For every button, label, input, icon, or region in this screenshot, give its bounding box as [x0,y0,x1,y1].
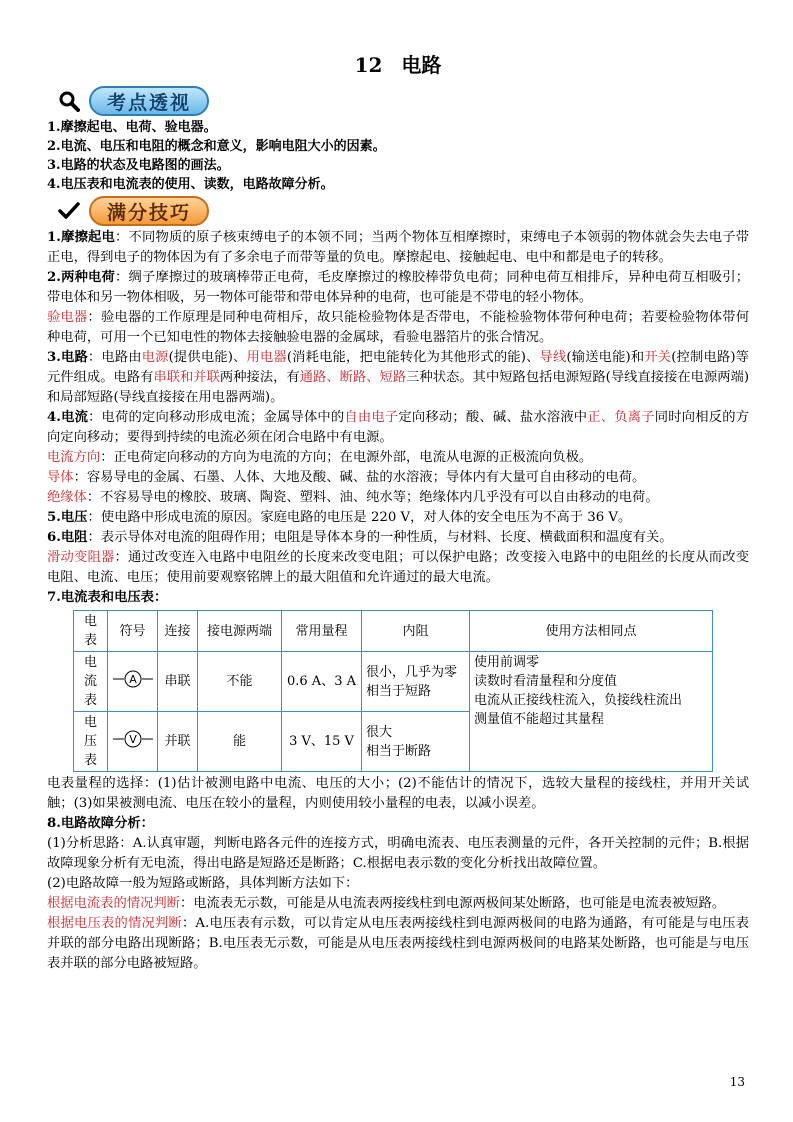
page [47,50,749,974]
table-header: 连接 [158,611,198,652]
meter-connect: 并联 [158,712,198,772]
kaodian-item: 4.电压表和电流表的使用、读数，电路故障分析。 [47,177,334,192]
resist-line: 相当于短路 [366,683,432,699]
para-head: 滑动变阻器 [47,550,115,565]
usage-line: 测量值不能超过其量程 [474,712,605,727]
para-meters-title [47,588,749,608]
para-electroscope [47,308,749,348]
highlight-term: 开关 [644,350,672,365]
table-header-row [74,611,713,652]
text-run: 同时向相反的方向定向移动；要得到持续的电流必须在闭合电路中有电源。 [47,410,750,445]
table-header: 电表 [74,611,108,652]
highlight-term: 正、负离子 [587,410,655,425]
para-body: ：正电荷定向移动的方向为电流的方向；在电源外部，电流从电源的正极流向负极。 [100,450,593,465]
meter-resistance [362,712,470,772]
usage-line: 电流从正接线柱流入，负接线柱流出 [474,693,683,708]
voltmeter-symbol [108,712,158,772]
kaodian-item: 2.电流、电压和电阻的概念和意义，影响电阻大小的因素。 [47,139,386,154]
usage-line: 使用前调零 [474,655,540,670]
para-body: ：表示导体对电流的阻碍作用；电阻是导体本身的一种性质，与材料、长度、横截面积和温度有关。 [87,530,673,545]
ammeter-symbol [108,652,158,712]
text-run: (控制电路)等元件组成。电路有 [47,350,749,385]
para-range-choice: 电表量程的选择：(1)估计被测电路中电流、电压的大小；(2)不能估计的情况下，选较大量程的接线柱，并用开关试触；(3)如果被测电流、电压在较小的量程，内则使用较小量程的电表，以减小误差。 [47,776,749,811]
meter-connect: 串联 [158,652,198,712]
table-row [74,652,713,712]
voltmeter-icon [113,730,153,754]
para-body: ：A.电压表有示数，可以肯定从电压表两接线柱到电源两极间的电路为通路，有可能是与电压表并联的部分电路出现断路；B.电压表无示数，可能是从电压表两接线柱到电源两极间的电路某处断路，也可能是与电压表并联的部分电路被短路。 [47,916,750,971]
meter-symbol-letter: V [128,732,137,746]
para-voltage [47,508,749,528]
text-run: 两种接法，有 [219,370,300,385]
resist-line: 很小，几乎为零 [366,664,458,680]
para-body: ：容易导电的金属、石墨、人体、大地及酸、碱、盐的水溶液；导体内有大量可自由移动的电荷。 [73,470,646,485]
table-header: 符号 [108,611,158,652]
para-body: ：电流表无示数，可能是从电流表两接线柱到电源两极间某处断路，也可能是电流表被短路。 [179,896,726,911]
meter-range: 3 V、15 V [282,712,362,772]
para-body: ：不容易导电的橡胶、玻璃、陶瓷、塑料、油、纯水等；绝缘体内几乎没有可以自由移动的电荷。 [86,490,659,505]
para-voltmeter-judge [47,914,749,974]
para-head: 根据电压表的情况判断 [47,916,182,931]
meter-name: 电流表 [74,652,108,712]
para-conductor [47,468,749,488]
kaodian-item: 1.摩擦起电、电荷、验电器。 [47,120,217,135]
ammeter-icon [113,670,153,694]
table-header: 常用量程 [282,611,362,652]
section-title-kaodian: 考点透视 [89,86,209,116]
table-header: 内阻 [362,611,470,652]
para-friction [47,228,749,268]
text-run: ：电荷的定向移动形成电流；金属导体中的 [88,410,345,425]
highlight-term: 导线 [539,350,567,365]
para-head: 8.电路故障分析： [47,816,154,831]
para-current-direction [47,448,749,468]
para-two-charges [47,268,749,308]
section-header-kaodian [57,84,749,118]
para-body: ：通过改变连入电路中电阻丝的长度来改变电阻；可以保护电路；改变接入电路中的电阻丝的长度从而改变电阻、电流、电压；使用前要观察铭牌上的最大阻值和允许通过的最大电流。 [47,550,750,585]
meters-table [73,610,713,772]
magnifier-icon [57,89,81,113]
para-head: 2.两种电荷 [47,270,116,285]
meter-source: 能 [198,712,282,772]
resist-line: 很大 [366,724,393,740]
para-resistance [47,528,749,548]
para-insulator [47,488,749,508]
page-title [47,50,749,80]
common-usage [470,652,713,772]
title-number: 12 [354,53,383,77]
para-head: 3.电路 [47,350,88,365]
table-header: 接电源两端 [198,611,282,652]
kaodian-item: 3.电路的状态及电路图的画法。 [47,158,230,173]
para-head: 7.电流表和电压表： [47,590,168,605]
text-run: 定向移动；酸、碱、盐水溶液中 [398,410,588,425]
para-head: 验电器 [47,310,88,325]
para-head: 电流方向 [47,450,101,465]
para-fault-title [47,814,749,834]
para-body: ：不同物质的原子核束缚电子的本领不同；当两个物体互相摩擦时，束缚电子本领弱的物体就会失去电子带正电，得到电子的物体因为有了多余电子而带等量的负电。摩擦起电、接触起电、电中和都是电子的转移。 [47,230,749,265]
highlight-term: 自由电子 [344,410,399,425]
meter-range: 0.6 A、3 A [282,652,362,712]
section-header-jiqiao [57,194,749,228]
meter-name: 电压表 [74,712,108,772]
highlight-term: 用电器 [246,350,287,365]
highlight-term: 串联和并联 [153,370,220,385]
checkmark-icon [57,199,81,223]
para-body: ：验电器的工作原理是同种电荷相斥，故只能检验物体是否带电，不能检验物体带何种电荷；若要检验物体带何种电荷，可用一个已知电性的物体去接触验电器的金属球，看验电器箔片的张合情况。 [47,310,750,345]
meter-resistance [362,652,470,712]
highlight-term: 电源 [141,350,169,365]
table-header: 使用方法相同点 [470,611,713,652]
para-fault-types: (2)电路故障一般为短路或断路，具体判断方法如下： [47,876,359,891]
text-run: 三种状态。其中短路包括电源短路(导线直接接在电源两端)和局部短路(导线直接接在用电器两端)。 [47,370,750,405]
para-body: ：绸子摩擦过的玻璃棒带正电荷，毛皮摩擦过的橡胶棒带负电荷；同种电荷互相排斥，异种电荷互相吸引；带电体和另一物体相吸，另一物体可能带和带电体异种的电荷，也可能是不带电的轻小物体。 [47,270,749,305]
para-rheostat [47,548,749,588]
para-head: 根据电流表的情况判断 [47,896,180,911]
para-head: 导体 [47,470,74,485]
page-number: 13 [729,1075,745,1089]
text-run: (提供电能)、 [168,350,247,365]
section-title-jiqiao: 满分技巧 [89,196,209,226]
para-circuit [47,348,749,408]
para-head: 4.电流 [47,410,89,425]
para-body: ：使电路中形成电流的原因。家庭电路的电压是 220 V，对人体的安全电压为不高于 36 V。 [87,510,632,525]
resist-line: 相当于断路 [366,743,432,759]
kaodian-list [47,118,749,194]
text-run: ：电路由 [87,350,142,365]
para-head: 5.电压 [47,510,88,525]
meter-symbol-letter: A [128,672,137,686]
usage-line: 读数时看清量程和分度值 [474,674,618,689]
para-current [47,408,749,448]
meter-source: 不能 [198,652,282,712]
para-ammeter-judge [47,894,749,914]
highlight-term: 通路、断路、短路 [299,370,407,385]
para-head: 1.摩擦起电 [47,230,116,245]
para-fault-approach: (1)分析思路：A.认真审题，判断电路各元件的连接方式，明确电流表、电压表测量的元件，各开关控制的元件；B.根据故障现象分析有无电流，得出电路是短路还是断路；C.根据电表示数的变化分析找出故障位置。 [47,836,749,871]
para-head: 绝缘体 [47,490,87,505]
text-run: (消耗电能，把电能转化为其他形式的能)、 [286,350,540,365]
para-head: 6.电阻 [47,530,88,545]
title-text: 电路 [401,53,442,77]
text-run: (输送电能)和 [566,350,645,365]
